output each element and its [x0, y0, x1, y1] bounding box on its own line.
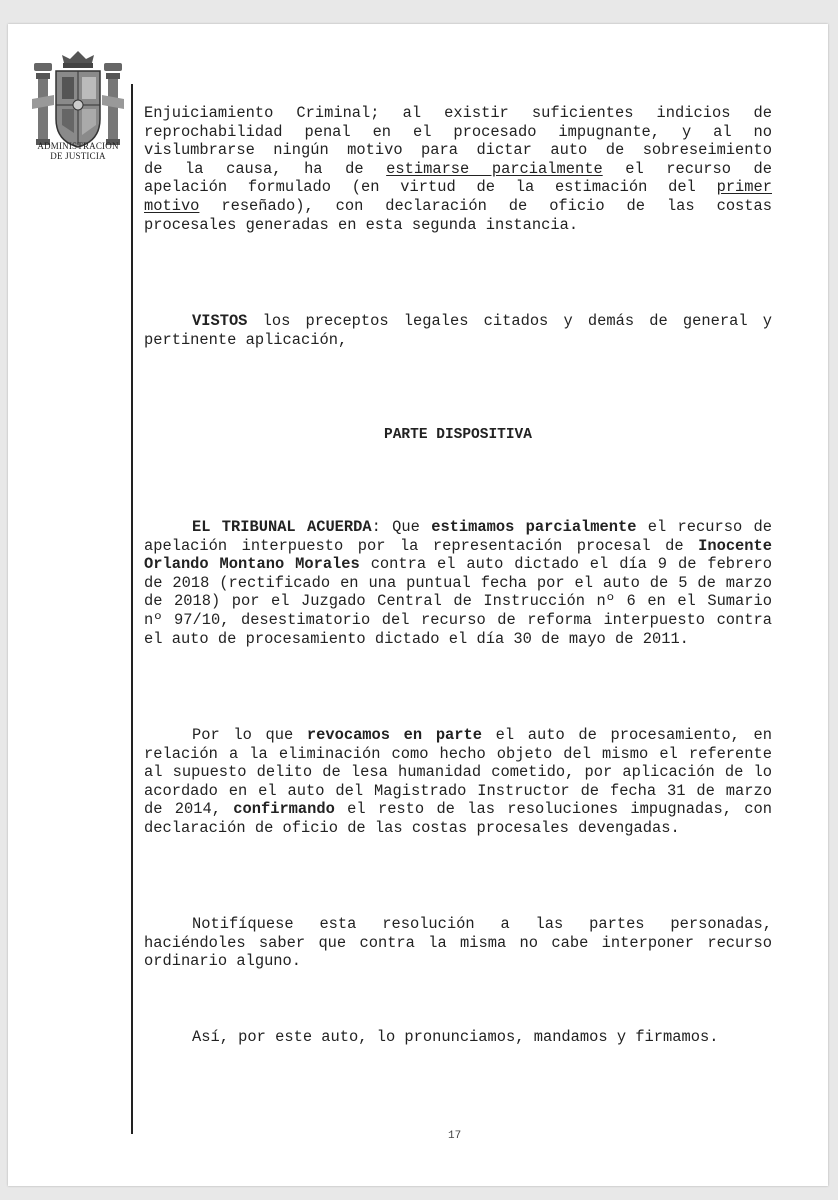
- p1-line-4-text: de la causa, ha de: [144, 159, 387, 178]
- paragraph-notifiquese: [144, 915, 772, 971]
- p5-text: Notifíquese esta resolución a las partes personadas, haciéndoles saber que contra la misma no cabe interponer recurso ordinario alguno.: [144, 915, 772, 971]
- p6-text: Así, por este auto, lo pronunciamos, mandamos y firmamos.: [192, 1028, 719, 1046]
- vistos-text: los preceptos legales citados y demás de general y pertinente aplicación,: [144, 312, 772, 349]
- p1-line-1: Enjuiciamiento Criminal; al existir suficientes indicios de: [144, 104, 772, 122]
- vistos-bold: VISTOS: [192, 312, 248, 330]
- revocamos-bold: revocamos en parte: [306, 726, 482, 744]
- appellant-name-bold: Inocente Orlando Montano Morales: [144, 536, 772, 574]
- section-title: PARTE DISPOSITIVA: [384, 427, 532, 443]
- underlined-primer: primer: [716, 178, 772, 197]
- p1-line-4-end: el recurso de: [602, 159, 772, 178]
- confirmando-bold: confirmando: [233, 800, 335, 819]
- p3-text-3: contra el auto dictado el día 9 de febrero de 2018 (rectificado en una puntual fecha por el auto de 5 de marzo de 2018) por el Juzgado Central de Instrucción nº 6 en el Sumario nº 97/10, desestimatorio del recurso de reforma interpuesto contra el auto de procesamiento dictado el día 30 de mayo de 2011.: [144, 555, 772, 648]
- tribunal-acuerda-bold: EL TRIBUNAL ACUERDA: [192, 518, 372, 536]
- underlined-motivo: motivo: [144, 196, 200, 215]
- paragraph-closing: [144, 1028, 772, 1047]
- p1-line-2: reprochabilidad penal en el procesado impugnante, y al no: [144, 122, 772, 141]
- p3-text-2: el recurso de apelación interpuesto por la representación procesal de: [144, 518, 772, 555]
- p4-text-2: el auto de procesamiento, en relación a la eliminación como hecho objeto del mismo el referente al supuesto delito de lesa humanidad cometido, por aplicación de lo acordado en el auto del Magistrado Instructor de fecha 31 de marzo de 2014,: [144, 726, 772, 819]
- paragraph-continuation: [144, 104, 772, 234]
- p1-line-5-text: apelación formulado (en virtud de la estimación del: [144, 178, 717, 197]
- p1-line-5: [144, 178, 772, 197]
- margin-rule: [131, 84, 133, 1134]
- paragraph-tribunal: [144, 518, 772, 648]
- p1-line-6-text: reseñado), con declaración de oficio de las costas: [199, 196, 772, 215]
- paragraph-vistos: [144, 312, 772, 349]
- p1-line-7: procesales generadas en esta segunda instancia.: [144, 215, 579, 234]
- crest-label-line-1: ADMINISTRACION: [37, 141, 119, 151]
- crest-label-line-2: DE JUSTICIA: [50, 151, 106, 161]
- p3-text-1: : Que: [371, 518, 432, 536]
- page-number: 17: [448, 1130, 462, 1142]
- estimamos-bold: estimamos parcialmente: [431, 518, 637, 536]
- paragraph-revocamos: [144, 726, 772, 838]
- p1-line-6: [144, 197, 772, 216]
- p1-line-4: [144, 160, 772, 179]
- p4-text-3: el resto de las resoluciones impugnadas, con declaración de oficio de las costas procesales devengadas.: [144, 800, 772, 837]
- p1-line-3: vislumbrarse ningún motivo para dictar auto de sobreseimiento: [144, 141, 772, 160]
- document-page: [8, 24, 828, 1186]
- p4-text-1: Por lo que: [192, 726, 307, 744]
- crest-label: [24, 141, 132, 161]
- underlined-estimarse: estimarse parcialmente: [386, 159, 603, 178]
